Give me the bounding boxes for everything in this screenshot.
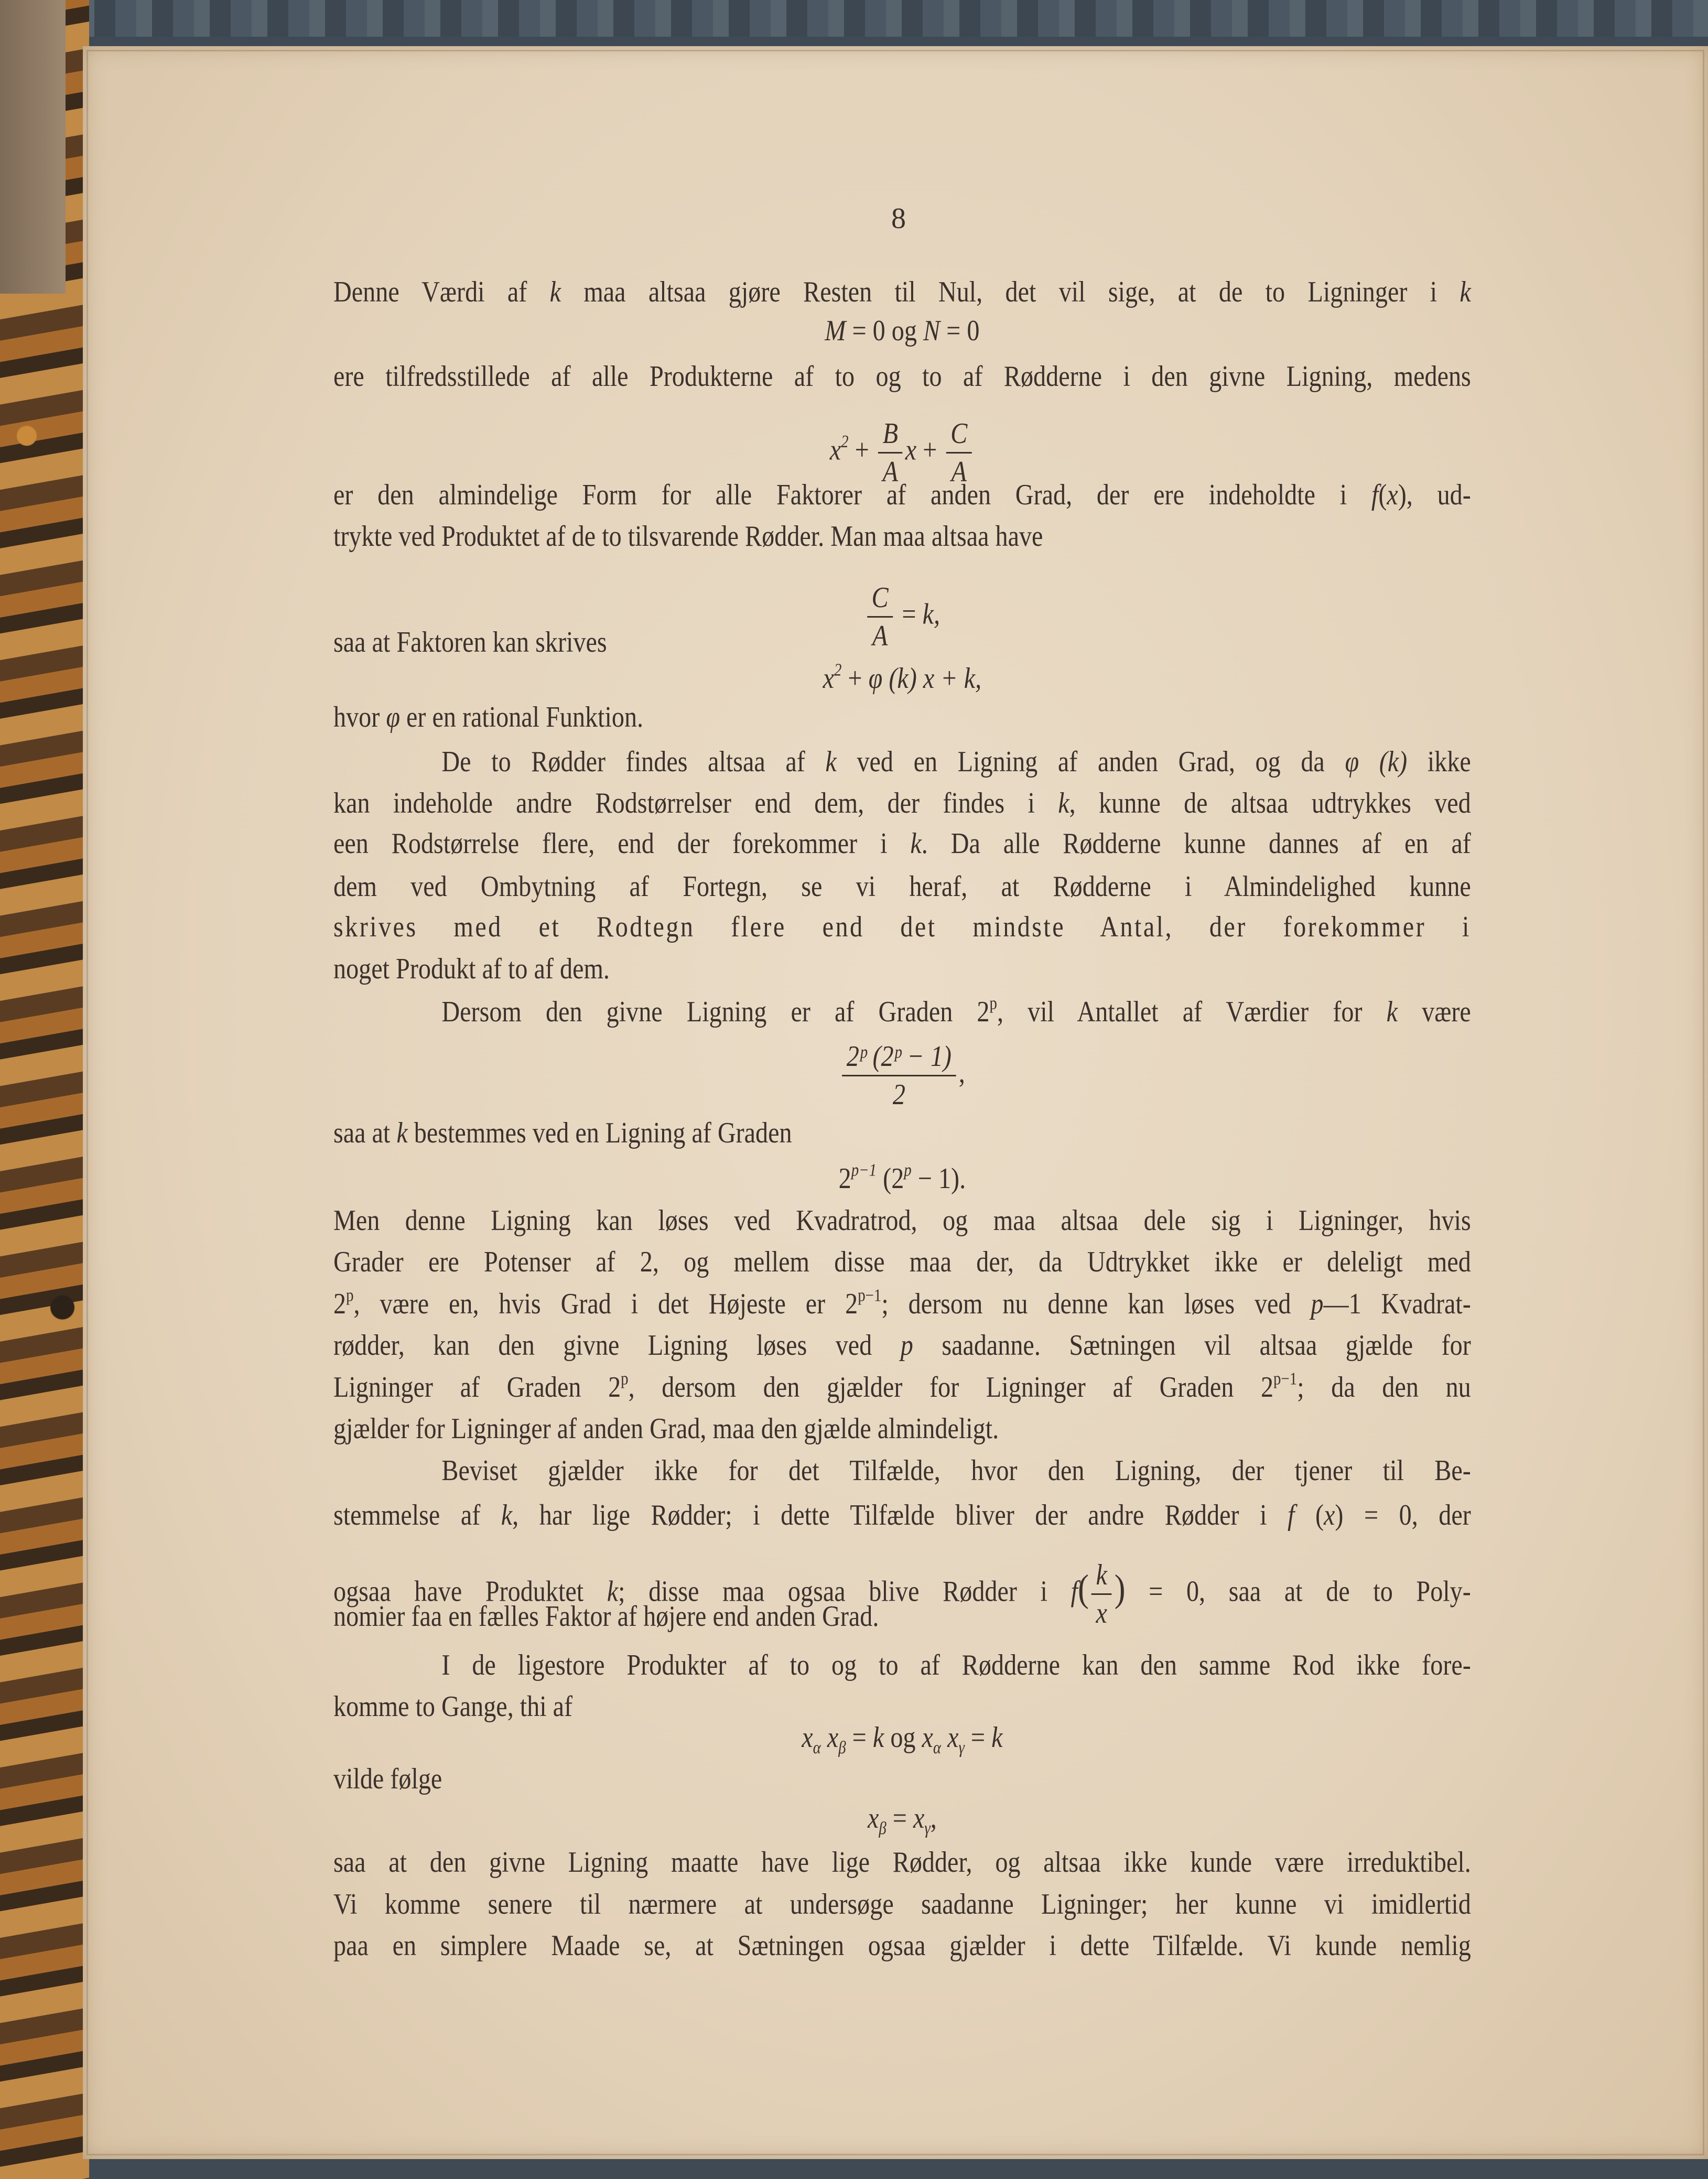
equation-line	[333, 660, 1471, 697]
page-number: 8	[891, 202, 906, 235]
text-line	[333, 1761, 1471, 1797]
text-run: p	[1311, 1288, 1324, 1320]
text-run: k,	[922, 598, 941, 631]
text-run: k	[396, 1117, 408, 1149]
text-run: f	[1071, 1575, 1078, 1608]
text-run: er en rational Funktion.	[399, 701, 644, 733]
text-run: +	[841, 662, 869, 695]
text-line	[333, 743, 1471, 780]
text-run: φ (k)	[1345, 746, 1408, 778]
fraction-numerator: k	[1091, 1557, 1112, 1595]
text-run: kan indeholde andre Rodstørrelser end dem, der findes i	[333, 787, 1058, 819]
subscript: β	[879, 1818, 887, 1838]
text-run: k	[910, 827, 922, 860]
equation-line	[333, 312, 1471, 349]
text-run: Vi komme senere til nærmere at undersøge saadanne Ligninger; her kunne vi imidlertid	[333, 1888, 1471, 1921]
text-run: Beviset gjælder ikke for det Tilfælde, hvor den Ligning, der tjener til Be-	[441, 1454, 1471, 1487]
text-run: nomier faa en fælles Faktor af højere end anden Grad.	[333, 1600, 879, 1633]
bracket: (	[1077, 1567, 1089, 1610]
text-run: . Da alle Rødderne kunne dannes af en af	[921, 827, 1471, 860]
text-run: trykte ved Produktet af de to tilsvarende Rødder. Man maa altsaa have	[333, 520, 1043, 553]
text-run: De to Rødder findes altsaa af	[441, 746, 826, 778]
superscript: p	[346, 1286, 354, 1306]
text-run: paa en simplere Maade se, at Sætningen ogsaa gjælder i dette Tilfælde. Vi kunde nemlig	[333, 1929, 1471, 1962]
subscript: γ	[924, 1818, 931, 1838]
text-line	[333, 1452, 1471, 1489]
fraction-numerator: B	[878, 415, 903, 454]
text-run: stemmelse af	[333, 1499, 501, 1531]
text-line	[333, 518, 1471, 555]
text-line	[333, 1369, 1471, 1406]
superscript: p−1	[851, 1160, 877, 1180]
text-run: gjælder for Ligninger af anden Grad, maa den gjælde almindeligt.	[333, 1412, 999, 1445]
text-run: 2	[838, 1162, 851, 1195]
text-run: , kunne de altsaa udtrykkes ved	[1069, 787, 1471, 819]
text-run: x	[941, 1721, 959, 1754]
text-line	[333, 1286, 1471, 1322]
text-run: x	[1387, 479, 1398, 511]
text-run: x	[802, 1721, 813, 1754]
text-run: maa altsaa gjøre Resten til Nul, det vil sige, at de to Ligninger i	[560, 276, 1460, 308]
fraction-denominator: A	[951, 456, 967, 488]
text-line	[333, 909, 1471, 945]
text-run: k	[501, 1499, 513, 1531]
text-run: skrives med et Rodtegn flere end det mindste Antal, der forekommer i	[333, 911, 1471, 943]
text-run: N	[923, 315, 941, 347]
text-line	[333, 624, 1471, 661]
text-run: φ	[386, 701, 400, 733]
text-run: og	[884, 1721, 922, 1754]
text-run: = 0, saa at de to Poly-	[1125, 1575, 1471, 1608]
text-run: = 0 og	[846, 315, 924, 347]
marbled-book-spine	[0, 0, 89, 2179]
text-run: Men denne Ligning kan løses ved Kvadratrod, og maa altsaa dele sig i Ligninger, hvis	[333, 1204, 1471, 1237]
fraction-numerator: C	[867, 579, 893, 618]
text-run: være	[1398, 996, 1471, 1028]
text-run: f	[1371, 479, 1379, 511]
text-run: noget Produkt af to af dem.	[333, 953, 610, 985]
text-run: hvor	[333, 701, 386, 733]
text-run: ,	[930, 1802, 937, 1835]
subscript: α	[933, 1738, 942, 1757]
text-run: vilde følge	[333, 1763, 442, 1795]
text-line	[333, 785, 1471, 822]
text-run: k	[1058, 787, 1069, 819]
fraction	[842, 1038, 956, 1113]
text-run: 2	[333, 1288, 347, 1320]
text-run: saa at Faktoren kan skrives	[333, 626, 607, 659]
text-run: x	[922, 1721, 933, 1754]
text-run: k	[1386, 996, 1398, 1028]
text-run: ikke	[1407, 746, 1471, 778]
text-run: ; disse maa ogsaa blive Rødder i	[618, 1575, 1071, 1608]
text-run: Ligninger af Graden 2	[333, 1371, 621, 1404]
text-run: —1 Kvadrat-	[1323, 1288, 1471, 1320]
text-line	[333, 699, 1471, 736]
superscript: p	[989, 994, 997, 1013]
superscript: 2	[834, 660, 842, 680]
text-line	[333, 825, 1471, 862]
fraction-denominator: A	[882, 456, 899, 488]
text-run: (2	[877, 1162, 904, 1195]
text-line	[333, 1927, 1471, 1964]
text-line	[333, 1886, 1471, 1923]
text-run: x	[820, 1721, 839, 1754]
equation-line	[333, 1160, 1471, 1197]
text-line	[333, 1115, 1471, 1151]
superscript: p	[904, 1160, 912, 1180]
text-run: komme to Gange, thi af	[333, 1690, 573, 1723]
text-run: ved en Ligning af anden Grad, og da	[836, 746, 1345, 778]
text-run: x	[1323, 1499, 1335, 1531]
equation-line	[333, 1038, 1471, 1113]
text-run: rødder, kan den givne Ligning løses ved	[333, 1329, 901, 1362]
text-run: x	[829, 434, 841, 467]
text-line	[333, 994, 1471, 1030]
subscript: γ	[958, 1738, 965, 1757]
text-run: k	[872, 1721, 884, 1754]
book-cover-top-edge	[0, 0, 1708, 37]
text-run: saadanne. Sætningen vil altsaa gjælde for	[913, 1329, 1471, 1362]
superscript: 2	[841, 432, 849, 451]
text-run: bestemmes ved en Ligning af Graden	[407, 1117, 792, 1149]
text-line	[333, 1327, 1471, 1364]
equation-line	[333, 1800, 1471, 1837]
text-run: er den almindelige Form for alle Faktorer af anden Grad, der ere indeholdte i	[333, 479, 1371, 511]
text-run: , være en, hvis Grad i det Højeste er 2	[353, 1288, 858, 1320]
text-run: +	[916, 434, 944, 467]
text-run: een Rodstørrelse flere, end der forekommer i	[333, 827, 911, 860]
text-run: (	[1294, 1499, 1324, 1531]
text-line	[333, 477, 1471, 513]
text-run: I de ligestore Produkter af to og to af Rødderne kan den samme Rod ikke fore-	[441, 1649, 1471, 1681]
text-run: k	[825, 746, 837, 778]
text-run: =	[895, 598, 923, 631]
fraction-numerator: 2ᵖ (2ᵖ − 1)	[842, 1038, 956, 1076]
text-run: ) = 0, der	[1335, 1499, 1471, 1531]
text-run: x	[823, 662, 834, 695]
subscript: β	[838, 1738, 846, 1757]
fraction-numerator: C	[946, 415, 972, 454]
text-run: +	[848, 434, 875, 467]
text-run: ere tilfredsstillede af alle Produkterne af to og to af Rødderne i den givne Ligning, medens	[333, 360, 1471, 393]
text-run: = 0	[940, 315, 980, 347]
text-run: ,	[958, 1056, 965, 1090]
text-line	[333, 1244, 1471, 1280]
text-run: φ (k) x + k,	[868, 662, 982, 695]
text-run: k	[991, 1721, 1003, 1754]
text-run: =	[886, 1802, 914, 1835]
superscript: p−1	[858, 1286, 882, 1306]
text-run: Grader ere Potenser af 2, og mellem disse maa der, da Udtrykket ikke er deleligt med	[333, 1246, 1471, 1278]
text-line	[333, 274, 1471, 310]
text-run: Denne Værdi af	[333, 276, 550, 308]
text-run: saa at	[333, 1117, 397, 1149]
text-run: , dersom den gjælder for Ligninger af Graden 2	[628, 1371, 1274, 1404]
superscript: p	[621, 1369, 629, 1389]
text-line	[333, 1647, 1471, 1684]
equation-line	[333, 1719, 1471, 1756]
text-run: p	[900, 1329, 913, 1362]
text-run: =	[964, 1721, 992, 1754]
text-line	[333, 951, 1471, 987]
superscript: p−1	[1273, 1369, 1298, 1389]
text-run: , har lige Rødder; i dette Tilfælde bliver der andre Rødder i	[512, 1499, 1288, 1531]
text-run: , vil Antallet af Værdier for	[997, 996, 1387, 1028]
text-line	[333, 1202, 1471, 1239]
fraction-denominator: A	[872, 620, 888, 652]
text-line	[333, 868, 1471, 905]
fraction-denominator: 2	[892, 1078, 905, 1111]
bracket: )	[1114, 1567, 1126, 1610]
text-run: − 1).	[911, 1162, 966, 1195]
text-run: ; dersom nu denne kan løses ved	[881, 1288, 1311, 1320]
text-run: f	[1288, 1499, 1295, 1531]
text-run: ), ud-	[1398, 479, 1471, 511]
text-run: =	[846, 1721, 873, 1754]
text-run: x	[867, 1802, 879, 1835]
text-line	[333, 1497, 1471, 1534]
fraction-denominator: x	[1096, 1597, 1107, 1630]
text-run: dem ved Ombytning af Fortegn, se vi heraf, at Rødderne i Almindelighed kunne	[333, 870, 1471, 903]
spine-label	[0, 0, 66, 294]
text-run: ogsaa have Produktet	[333, 1575, 607, 1608]
text-run: Dersom den givne Ligning er af Graden 2	[441, 996, 990, 1028]
text-run: x	[905, 434, 917, 467]
text-line	[333, 1598, 1471, 1635]
subscript: α	[813, 1738, 821, 1757]
text-run: ; da den nu	[1297, 1371, 1471, 1404]
text-run: k	[549, 276, 561, 308]
text-run: (	[1378, 479, 1387, 511]
text-line	[333, 1844, 1471, 1881]
text-run: saa at den givne Ligning maatte have lige Rødder, og altsaa ikke kunde være irreduktibel.	[333, 1846, 1471, 1879]
text-run: k	[1460, 276, 1471, 308]
text-run: x	[913, 1802, 925, 1835]
text-line	[333, 1410, 1471, 1447]
text-line	[333, 358, 1471, 395]
text-run: k	[607, 1575, 619, 1608]
text-run: M	[825, 315, 846, 347]
